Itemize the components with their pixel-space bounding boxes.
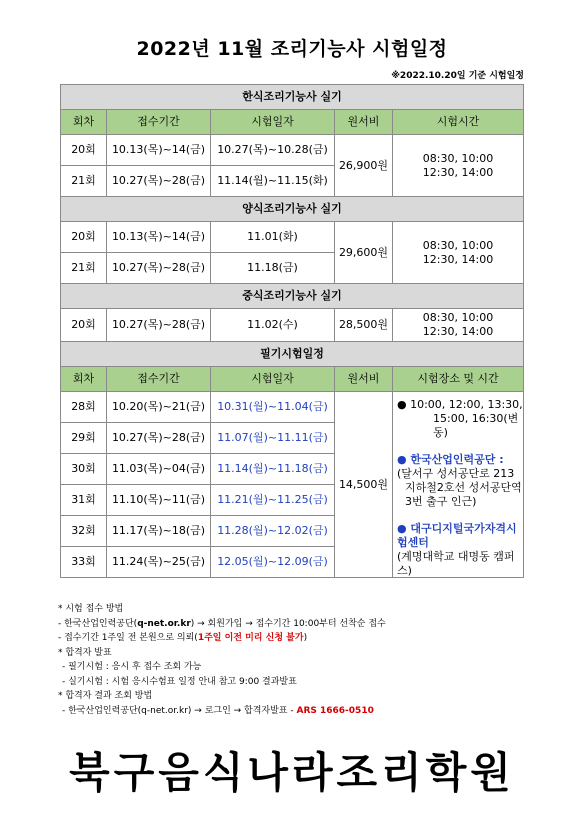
section-title-korean: 한식조리기능사 실기 <box>61 85 524 110</box>
date-cell: 11.02(수) <box>211 309 335 342</box>
notes-block <box>58 602 386 718</box>
date-cell: 11.14(월)~11.18(금) <box>211 454 335 485</box>
note-heading: * 합격자 발표 <box>58 647 112 658</box>
fee-cell: 29,600원 <box>335 222 393 284</box>
place-org-hrdk: ● 한국산업인력공단 : <box>397 453 504 467</box>
place-address-line: (계명대학교 대명동 캠퍼스) <box>397 549 515 577</box>
round-cell: 21회 <box>61 166 107 197</box>
period-cell: 11.24(목)~25(금) <box>107 547 211 578</box>
note-heading: * 합격자 결과 조회 방법 <box>58 691 153 701</box>
period-cell: 11.03(목)~04(금) <box>107 454 211 485</box>
header-fee: 원서비 <box>335 110 393 135</box>
page-title: 2022년 11월 조리기능사 시험일정 <box>136 38 448 60</box>
time-line: 08:30, 10:00 <box>422 151 494 165</box>
round-cell: 21회 <box>61 253 107 284</box>
note-text: ) → 회원가입 → 접수기간 10:00부터 선착순 접수 <box>190 618 386 629</box>
header-date: 시험일자 <box>211 367 335 392</box>
header-row <box>61 110 524 135</box>
note-text: - 한국산업인력공단(q-net.or.kr) → 로그인 → 합격자발표 - <box>62 705 294 716</box>
fee-cell: 28,500원 <box>335 309 393 342</box>
period-cell: 10.13(목)~14(금) <box>107 222 211 253</box>
section-title-written: 필기시험일정 <box>61 342 524 367</box>
section-title-chinese: 중식조리기능사 실기 <box>61 284 524 309</box>
header-time: 시험시간 <box>393 110 524 135</box>
time-cell <box>393 135 524 197</box>
period-cell: 10.13(목)~14(금) <box>107 135 211 166</box>
date-cell: 11.28(월)~12.02(금) <box>211 516 335 547</box>
place-times-line: ● 10:00, 12:00, 13:30, <box>397 398 523 411</box>
round-cell: 20회 <box>61 309 107 342</box>
round-cell: 28회 <box>61 392 107 423</box>
period-cell: 10.27(목)~28(금) <box>107 166 211 197</box>
place-cell <box>393 392 524 578</box>
header-fee: 원서비 <box>335 367 393 392</box>
period-cell: 10.27(목)~28(금) <box>107 423 211 454</box>
date-cell: 11.14(월)~11.15(화) <box>211 166 335 197</box>
round-cell: 29회 <box>61 423 107 454</box>
note-line: - 실기시험 : 시험 응시수험표 일정 안내 참고 9:00 결과발표 <box>62 676 297 687</box>
table-row <box>61 309 524 342</box>
time-line: 08:30, 10:00 <box>422 238 494 252</box>
round-cell: 30회 <box>61 454 107 485</box>
time-line: 12:30, 14:00 <box>422 165 494 179</box>
reference-date-note: ※2022.10.20일 기준 시험일정 <box>391 71 524 81</box>
note-line <box>58 631 386 646</box>
time-line: 12:30, 14:00 <box>422 325 494 338</box>
schedule-table <box>60 84 524 578</box>
round-cell: 31회 <box>61 485 107 516</box>
academy-name: 북구음식나라조리학원 <box>69 748 515 797</box>
note-heading: * 시험 접수 방법 <box>58 604 124 614</box>
header-date: 시험일자 <box>211 110 335 135</box>
place-times-line: 15:00, 16:30(변동) <box>433 411 519 439</box>
period-cell: 10.27(목)~28(금) <box>107 309 211 342</box>
note-warning: 1주일 이전 미리 신청 불가 <box>197 633 304 643</box>
header-round: 회차 <box>61 367 107 392</box>
period-cell: 11.17(목)~18(금) <box>107 516 211 547</box>
date-cell: 11.21(월)~11.25(금) <box>211 485 335 516</box>
header-round: 회차 <box>61 110 107 135</box>
note-text: - 접수기간 1주일 전 본원으로 의뢰( <box>58 633 198 643</box>
round-cell: 32회 <box>61 516 107 547</box>
ars-number: ARS 1666-0510 <box>296 705 374 716</box>
header-place: 시험장소 및 시간 <box>393 367 524 392</box>
date-cell: 12.05(월)~12.09(금) <box>211 547 335 578</box>
round-cell: 20회 <box>61 135 107 166</box>
round-cell: 33회 <box>61 547 107 578</box>
table-row <box>61 222 524 253</box>
table-row <box>61 392 524 423</box>
note-text: ) <box>303 633 308 643</box>
place-org-daegu-center: ● 대구디지털국가자격시험센터 <box>397 522 517 549</box>
fee-cell: 14,500원 <box>335 392 393 578</box>
section-title-western: 양식조리기능사 실기 <box>61 197 524 222</box>
section-chinese <box>61 284 524 309</box>
date-cell: 11.07(월)~11.11(금) <box>211 423 335 454</box>
place-address-line: 3번 출구 인근) <box>405 494 477 508</box>
header-period: 접수기간 <box>107 367 211 392</box>
section-korean <box>61 85 524 110</box>
note-line: - 필기시험 : 응시 후 접수 조회 가능 <box>62 662 202 672</box>
period-cell: 10.27(목)~28(금) <box>107 253 211 284</box>
time-line: 08:30, 10:00 <box>422 311 494 325</box>
note-line <box>58 617 386 632</box>
time-line: 12:30, 14:00 <box>422 252 494 266</box>
round-cell: 20회 <box>61 222 107 253</box>
date-cell: 10.27(목)~10.28(금) <box>211 135 335 166</box>
date-cell: 10.31(월)~11.04(금) <box>211 392 335 423</box>
time-cell <box>393 222 524 284</box>
note-text: - 한국산업인력공단( <box>58 618 138 629</box>
table-row <box>61 135 524 166</box>
section-western <box>61 197 524 222</box>
fee-cell: 26,900원 <box>335 135 393 197</box>
period-cell: 11.10(목)~11(금) <box>107 485 211 516</box>
note-line <box>58 704 386 719</box>
qnet-link: q-net.or.kr <box>137 618 191 629</box>
date-cell: 11.01(화) <box>211 222 335 253</box>
period-cell: 10.20(목)~21(금) <box>107 392 211 423</box>
header-period: 접수기간 <box>107 110 211 135</box>
section-written <box>61 342 524 367</box>
place-address-line: 지하철2호선 성서공단역 <box>405 480 522 494</box>
place-address-line: (달서구 성서공단로 213 <box>397 467 515 480</box>
time-cell <box>393 309 524 342</box>
date-cell: 11.18(금) <box>211 253 335 284</box>
header-row <box>61 367 524 392</box>
